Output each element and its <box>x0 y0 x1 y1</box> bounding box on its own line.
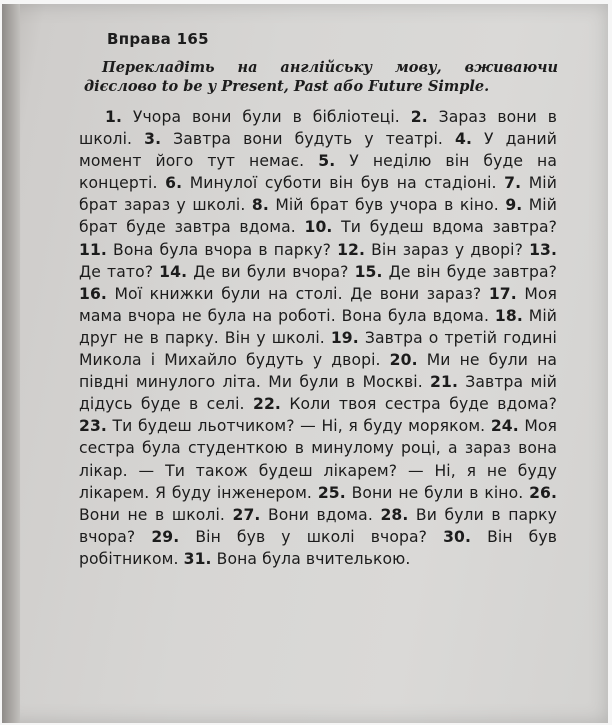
sentence-number: 15. <box>354 262 383 281</box>
sentence-text: Ти будеш вдома завтра? <box>341 218 557 237</box>
sentence-number: 5. <box>318 152 336 171</box>
sentence-number: 26. <box>529 483 558 502</box>
sentence-number: 29. <box>151 527 180 546</box>
sentence <box>105 108 400 126</box>
book-gutter <box>2 4 20 723</box>
sentence-number: 19. <box>330 328 359 347</box>
sentence <box>165 174 496 192</box>
sentence-number: 22. <box>253 395 281 414</box>
sentence <box>355 263 557 281</box>
sentence <box>318 484 523 502</box>
sentence-text: Вони вдома. <box>267 505 373 524</box>
book-page-photo <box>2 4 608 723</box>
sentence-text: Вони не були в кіно. <box>351 483 524 502</box>
sentence-number: 28. <box>380 505 409 524</box>
sentence-number: 10. <box>304 218 333 237</box>
exercise-sentences <box>79 106 557 570</box>
sentence-text: Минулої суботи він був на стадіоні. <box>189 174 497 193</box>
exercise-instruction: Перекладіть на англійську мову, вживаючи дієслово to be у Present, Past або Future Simple. <box>84 59 558 95</box>
sentence-number: 9. <box>505 196 523 215</box>
sentence <box>79 241 331 259</box>
sentence-number: 11. <box>79 240 107 259</box>
sentence <box>337 241 523 259</box>
sentence-number: 14. <box>159 262 188 281</box>
sentence-text: Він був у школі вчора? <box>195 527 428 546</box>
sentence-text: Він зараз у дворі? <box>371 240 523 259</box>
sentence-text: У даний момент його тут немає. <box>79 130 557 171</box>
sentence-number: 27. <box>232 505 261 524</box>
exercise-title: Вправа 165 <box>107 30 209 48</box>
sentence <box>151 528 427 546</box>
sentence-text: Ти будеш льотчиком? — Ні, я буду моряком. <box>112 417 486 436</box>
sentence-text: Ви були в парку вчора? <box>79 505 558 546</box>
sentence-number: 12. <box>337 240 365 259</box>
sentence-number: 30. <box>443 527 472 546</box>
sentence-text: У неділю він буде на концерті. <box>79 152 557 193</box>
sentence-number: 16. <box>79 284 107 303</box>
sentence-text: Коли твоя сестра буде вдома? <box>289 395 557 414</box>
sentence-number: 20. <box>389 351 418 370</box>
sentence-number: 8. <box>251 196 269 215</box>
sentence-text: Завтра о третій годині Микола і Михайло будуть у дворі. <box>79 328 557 370</box>
sentence-text: Завтра вони будуть у театрі. <box>173 130 443 149</box>
sentence-number: 4. <box>455 130 472 149</box>
sentence-text: Де тато? <box>79 262 154 281</box>
sentence-text: Мій брат був учора в кіно. <box>275 196 499 215</box>
sentence-text: Де ви були вчора? <box>193 262 349 281</box>
sentence <box>252 196 499 214</box>
sentence-text: Мої книжки були на столі. Де вони зараз? <box>114 284 482 303</box>
page-content <box>74 30 574 570</box>
sentence <box>253 395 557 413</box>
sentence-text: Зараз вони в школі. <box>79 108 558 149</box>
sentence <box>159 263 348 281</box>
sentence-text: Мій брат зараз у школі. <box>79 174 557 215</box>
sentence-number: 1. <box>105 108 122 126</box>
sentence-text: Вони не в школі. <box>79 505 225 524</box>
sentence-number: 21. <box>430 373 458 392</box>
sentence <box>144 130 443 148</box>
sentence-number: 25. <box>317 483 346 502</box>
sentence-number: 6. <box>165 174 183 193</box>
sentence-number: 2. <box>410 108 428 126</box>
sentence-text: Ми не були на півдні минулого літа. Ми були в Москві. <box>79 351 558 392</box>
sentence <box>184 550 411 568</box>
sentence-number: 18. <box>494 306 523 325</box>
sentence <box>305 218 557 236</box>
sentence-number: 13. <box>529 240 558 259</box>
sentence-text: Мій друг не в парку. Він у школі. <box>79 306 557 347</box>
sentence-number: 23. <box>79 417 107 436</box>
sentence <box>233 506 373 524</box>
sentence-text: Де він буде завтра? <box>388 262 558 281</box>
sentence-text: Мій брат буде завтра вдома. <box>79 196 557 237</box>
sentence <box>79 417 485 435</box>
sentence-number: 24. <box>490 417 519 436</box>
sentence-text: Моя сестра була студенткою в минулому році, а зараз вона лікар. — Ти також будеш лікарем? — Ні, я не буду лікарем. Я буду інженером. <box>79 417 558 502</box>
sentence-number: 17. <box>488 284 517 303</box>
sentence <box>79 285 481 303</box>
sentence-text: Вона була вчора в парку? <box>113 240 331 259</box>
sentence-text: Вона була вчителькою. <box>216 549 411 568</box>
sentence-text: Учора вони були в бібліотеці. <box>132 108 400 126</box>
sentence-text: Він був робітником. <box>79 527 558 568</box>
sentence-text: Завтра мій дідусь буде в селі. <box>79 373 557 414</box>
sentence-number: 31. <box>183 549 212 568</box>
sentence-text: Моя мама вчора не була на роботі. Вона була вдома. <box>79 284 557 325</box>
sentence-number: 7. <box>504 174 522 193</box>
sentence-number: 3. <box>144 130 162 149</box>
